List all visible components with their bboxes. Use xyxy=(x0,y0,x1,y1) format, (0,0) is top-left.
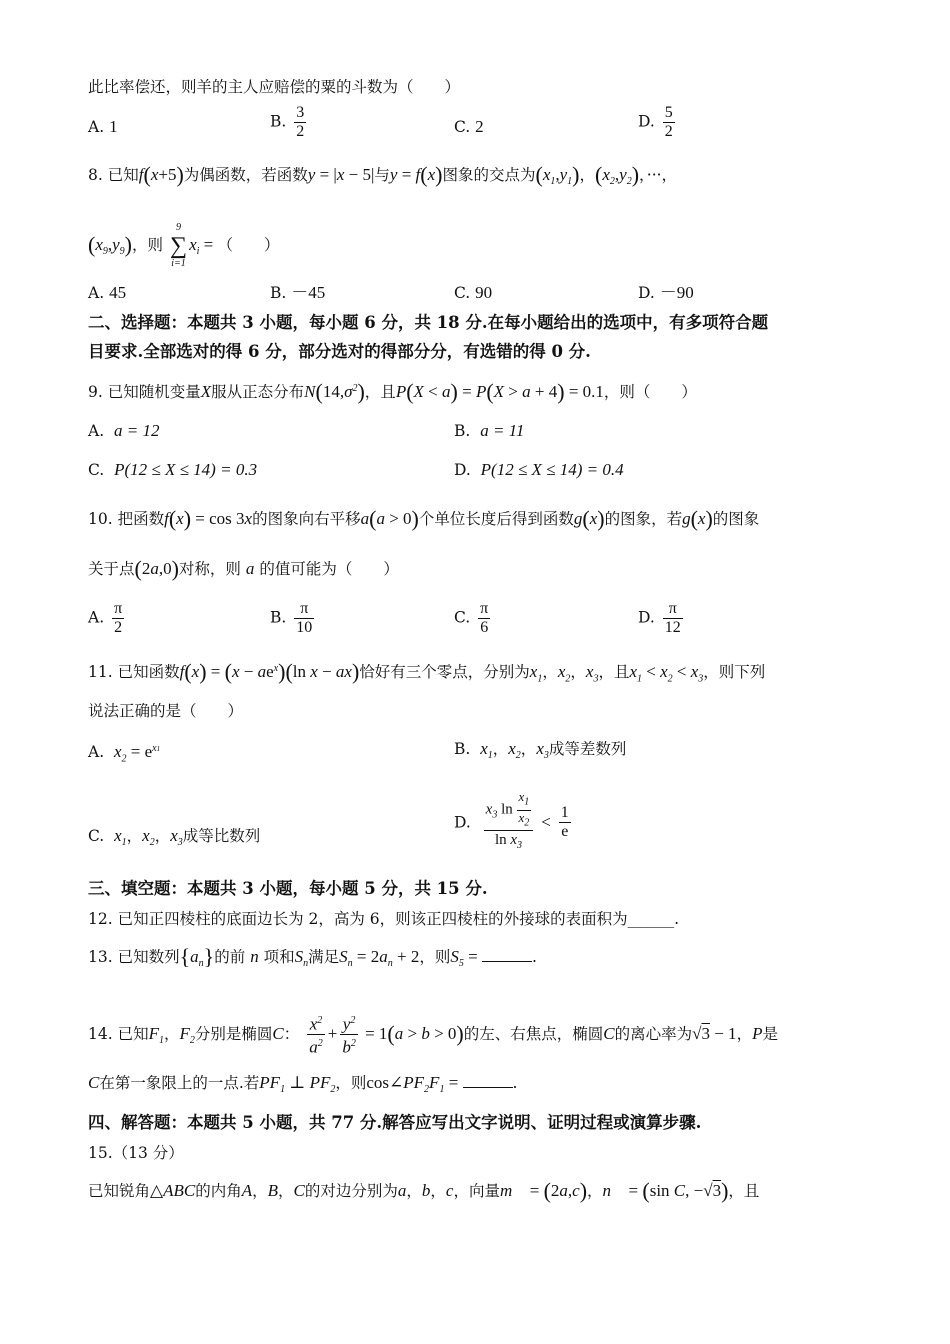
q10-option-c[interactable]: C. $\frac{\pi}{6}$ xyxy=(454,600,489,636)
section2-heading-line1: 二、选择题：本题共 3 小题，每小题 6 分，共 18 分.在每小题给出的选项中，有多项符合题 xyxy=(88,313,769,332)
q9-option-b[interactable]: B. a = 11 xyxy=(454,421,525,440)
q11-option-d[interactable]: D. $x_3$ ln $\frac{x_1}{x_2}$ $\ln x_3$ < $\frac{1}{e}$ xyxy=(454,789,569,852)
q7-option-b[interactable]: B. $\frac{3}{2}$ xyxy=(270,104,305,140)
q8-option-a[interactable]: A. 45 xyxy=(88,283,127,302)
q11-option-b[interactable]: B. $x_1$，$x_2$，$x_3$成等差数列 xyxy=(454,739,627,762)
q13-answer-blank[interactable] xyxy=(482,947,532,962)
q11-stem-line2: 说法正确的是（ ） xyxy=(88,702,244,720)
q15-header: 15.（13 分） xyxy=(88,1144,184,1162)
q7-option-d[interactable]: D. $\frac{5}{2}$ xyxy=(638,104,673,140)
q8-option-b[interactable]: B. －45 xyxy=(270,283,326,302)
q10-stem-line1: 10. 把函数f(x) = cos 3x的图象向右平移a(a > 0)个单位长度后得到函数g(x)的图象，若g(x)的图象 xyxy=(88,506,760,531)
q11-option-c[interactable]: C. $x_1$，$x_2$，$x_3$成等比数列 xyxy=(88,826,261,849)
q9-stem: 9. 已知随机变量X服从正态分布$N(14,\sigma^2)$，且P(X < a) = P(X > a + 4) = 0.1，则（ ） xyxy=(88,379,697,405)
q7-stem: 此比率偿还，则羊的主人应赔偿的粟的斗数为（ ） xyxy=(88,78,461,96)
q9-option-d[interactable]: D. P(12 ≤ X ≤ 14) = 0.4 xyxy=(454,460,624,479)
section3-heading: 三、填空题：本题共 3 小题，每小题 5 分，共 15 分. xyxy=(88,879,488,898)
q15-stem: 已知锐角△ABC的内角A，B，C的对边分别为a，b，c，向量m⃗ = (2a,c)，n⃗ = (sin C, −√3)，且 xyxy=(88,1178,760,1203)
q8-stem-line1: 8. 已知f(x+5)为偶函数，若函数y = |x − 5|与y = f(x)图象的交点为$(x_1,y_1)$，$(x_2,y_2)$，···， xyxy=(88,162,678,188)
q10-option-b[interactable]: B. $\frac{\pi}{10}$ xyxy=(270,600,313,636)
section2-heading-line2: 目要求.全部选对的得 6 分，部分选对的得部分分，有选错的得 0 分. xyxy=(88,342,591,361)
section4-heading: 四、解答题：本题共 5 小题，共 77 分.解答应写出文字说明、证明过程或演算步骤. xyxy=(88,1113,702,1132)
q12-stem: 12. 已知正四棱柱的底面边长为 2，高为 6，则该正四棱柱的外接球的表面积为______. xyxy=(88,910,680,928)
q7-option-a[interactable]: A. 1 xyxy=(88,117,118,136)
q14-answer-blank[interactable] xyxy=(463,1073,513,1088)
q10-option-d[interactable]: D. $\frac{\pi}{12}$ xyxy=(638,600,681,636)
q8-option-c[interactable]: C. 90 xyxy=(454,283,493,302)
q14-stem-line2: C在第一象限上的一点.若$PF_1$ ⊥ $PF_2$，则$\cos\angle PF_2F_1$ = . xyxy=(88,1073,518,1096)
q10-option-a[interactable]: A. $\frac{\pi}{2}$ xyxy=(88,600,123,636)
q10-stem-line2: 关于点(2a,0)对称，则 a 的值可能为（ ） xyxy=(88,556,399,581)
q7-option-c[interactable]: C. 2 xyxy=(454,117,484,136)
q11-option-a[interactable]: A. $x_2 = e^{x1}$ xyxy=(88,742,161,765)
q9-option-c[interactable]: C. P(12 ≤ X ≤ 14) = 0.3 xyxy=(88,460,258,479)
q14-stem-line1: 14. 已知$F_1$，$F_2$分别是椭圆C： $\frac{x^2}{a^2}$ + $\frac{y^2}{b^2}$ = 1(a > b > 0)的左、右焦点，椭圆C的离心率为√3 − 1，P是 xyxy=(88,1012,778,1058)
q13-stem: 13. 已知数列$\{a_n\}$的前 n 项和$S_n$满足$S_n = 2a_n + 2$，则$S_5$ = . xyxy=(88,944,537,970)
q8-stem-line2: $(x_9,y_9)$，则 9 ∑ i=1 $x_i$ = （ ） xyxy=(88,222,280,269)
q9-option-a[interactable]: A. a = 12 xyxy=(88,421,160,440)
q11-stem-line1: 11. 已知函数$f(x) = (x - ae^x)(\ln$ x − ax)恰好有三个零点，分别为$x_1$，$x_2$，$x_3$，且$x_1 < x_2 < x_3$，则下列 xyxy=(88,659,766,685)
q8-option-d[interactable]: D. －90 xyxy=(638,283,694,302)
